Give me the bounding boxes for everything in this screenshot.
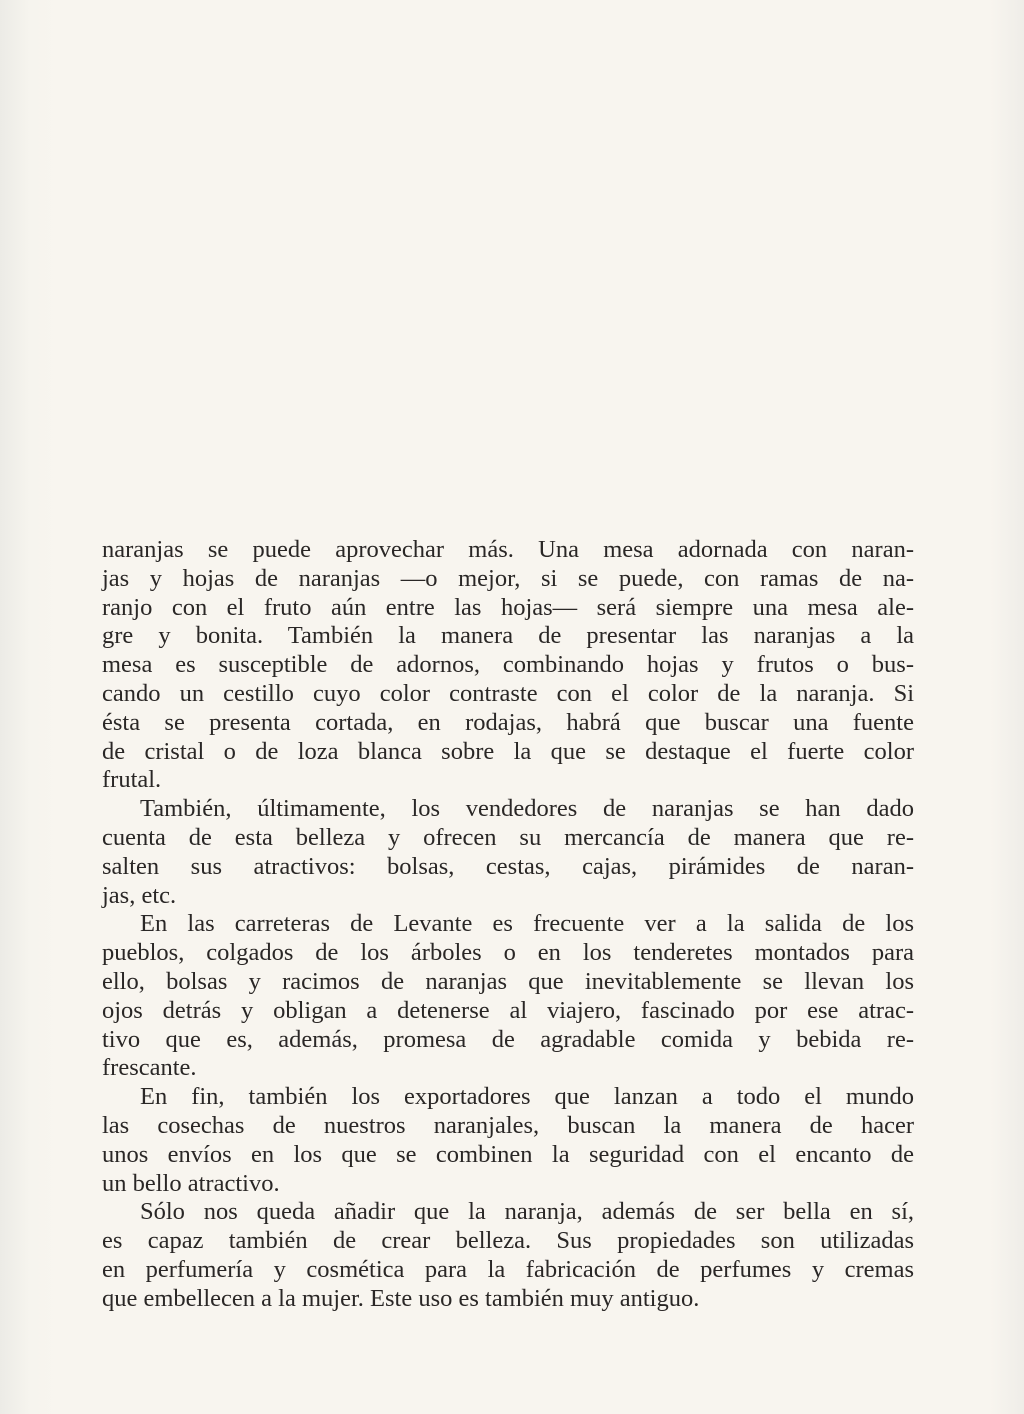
text-line: es capaz también de crear belleza. Sus propiedades son utilizadas [102,1227,914,1255]
text-line: ojos detrás y obligan a detenerse al viajero, fascinado por ese atrac- [102,996,914,1024]
text-line: naranjas se puede aprovechar más. Una mesa adornada con naran- [102,536,914,563]
text-line: las cosechas de nuestros naranjales, buscan la manera de hacer [102,1111,914,1139]
text-line: También, últimamente, los vendedores de naranjas se han dado [140,795,914,823]
text-line: ranjo con el fruto aún entre las hojas— será siempre una mesa ale- [102,593,914,621]
text-line: cuenta de esta belleza y ofrecen su mercancía de manera que re- [102,823,914,851]
text-line: En fin, también los exportadores que lanzan a todo el mundo [140,1083,914,1111]
text-line: frutal. [102,766,162,794]
body-text [102,536,914,1314]
text-line: gre y bonita. También la manera de presentar las naranjas a la [102,622,914,650]
text-line: Sólo nos queda añadir que la naranja, además de ser bella en sí, [140,1198,914,1226]
text-line: jas, etc. [102,881,177,909]
text-line: de cristal o de loza blanca sobre la que se destaque el fuerte color [102,737,914,765]
text-line: un bello atractivo. [102,1169,280,1197]
text-line: jas y hojas de naranjas —o mejor, si se puede, con ramas de na- [102,564,914,592]
text-line: tivo que es, además, promesa de agradable comida y bebida re- [102,1025,914,1053]
paragraph [102,795,914,910]
text-line: en perfumería y cosmética para la fabricación de perfumes y cremas [102,1255,914,1283]
text-line: pueblos, colgados de los árboles o en los tenderetes montados para [102,939,914,967]
text-line: que embellecen a la mujer. Este uso es también muy antiguo. [102,1284,700,1312]
paragraph [102,536,914,795]
paragraph [102,910,914,1083]
text-line: mesa es susceptible de adornos, combinando hojas y frutos o bus- [102,651,914,679]
text-line: ésta se presenta cortada, en rodajas, habrá que buscar una fuente [102,708,914,736]
text-line: cando un cestillo cuyo color contraste con el color de la naranja. Si [102,679,914,707]
text-line: En las carreteras de Levante es frecuente ver a la salida de los [140,910,914,938]
text-line: salten sus atractivos: bolsas, cestas, cajas, pirámides de naran- [102,852,914,880]
paragraph [102,1083,914,1198]
text-line: frescante. [102,1054,197,1082]
paragraph [102,1198,914,1313]
text-line: ello, bolsas y racimos de naranjas que inevitablemente se llevan los [102,967,914,995]
text-line: unos envíos en los que se combinen la seguridad con el encanto de [102,1140,914,1168]
